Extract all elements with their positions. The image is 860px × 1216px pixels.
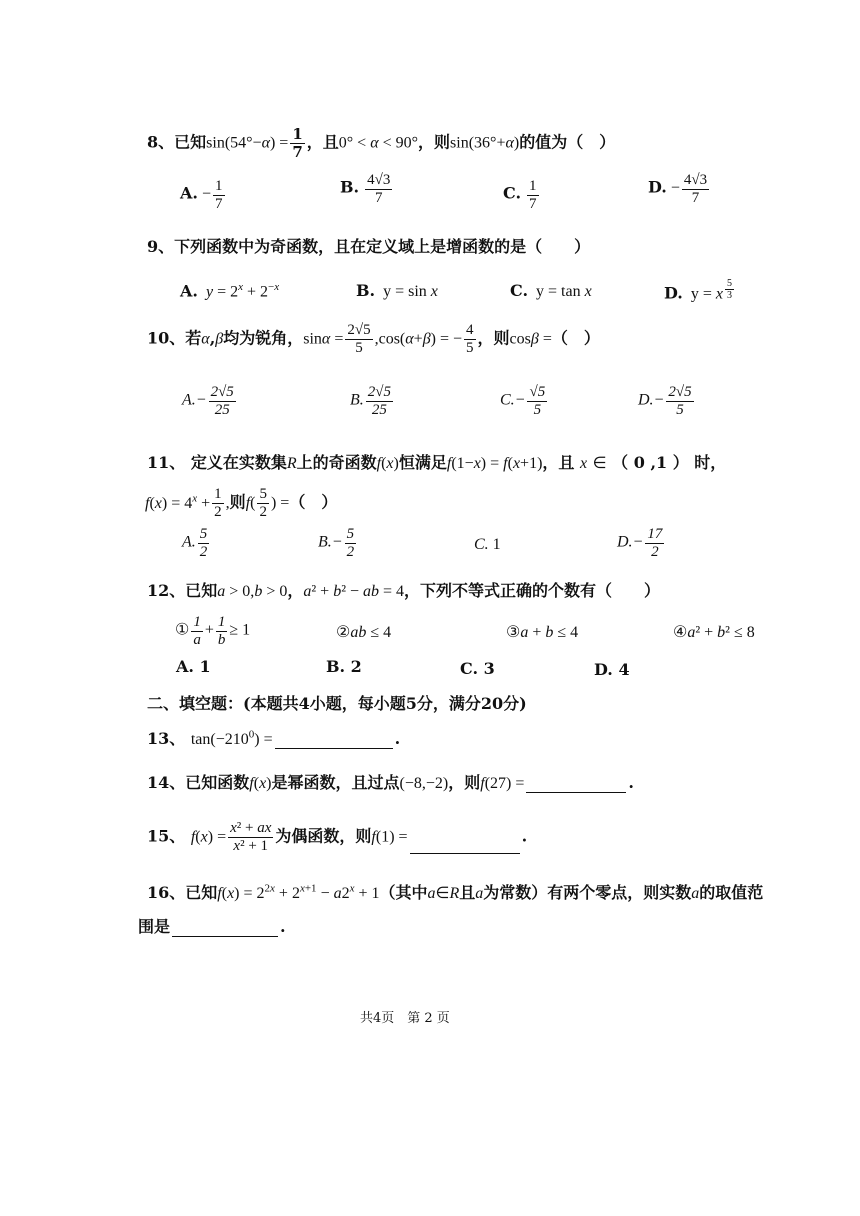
- question-13: 13、 $\tan(-210^0)$ = .: [147, 728, 401, 748]
- question-9-option-c: C. y = tan x: [510, 281, 592, 300]
- question-12-item-3: ③a + b ≤ 4: [506, 624, 579, 641]
- question-12-option-b: B. 2: [326, 657, 362, 676]
- question-10-stem: 10、若α,β均为锐角，sinα = $\frac{2√5}{5}$ ,cos(α+β) = − $\frac{4}{5}$ ，则cosβ =（ ）: [147, 322, 600, 356]
- question-10-option-c: C.− $\frac{√5}{5}$: [500, 384, 546, 418]
- question-12-item-4: ④a² + b² ≤ 8: [673, 624, 755, 641]
- question-11-option-a: A. $\frac{5}{2}$: [182, 526, 208, 560]
- question-9-stem: 9、下列函数中为奇函数，且在定义域上是增函数的是（ ）: [147, 237, 591, 256]
- question-10-option-a: A.− $\frac{2√5}{25}$: [182, 384, 234, 418]
- page-footer: 共4页 第 2 页: [360, 1011, 450, 1026]
- question-8-option-a: A. − $\frac{1}{7}$: [180, 178, 223, 212]
- section-2-heading: 二、填空题：(本题共4小题，每小题5分，满分20分): [147, 694, 527, 713]
- question-12-item-2: ②ab ≤ 4: [336, 624, 392, 641]
- question-8-option-b: B. $\frac{4√3}{7}$: [340, 172, 391, 206]
- question-11-stem-line2: $f(x) = 4^x$ + $\frac{1}{2}$ ,则f( $\frac{5}{2}$ ) =（ ）: [145, 486, 338, 520]
- question-14: 14、已知函数f(x)是幂函数，且过点(−8,−2)，则f(27) = .: [147, 773, 634, 792]
- question-9-option-d: D. y = x $^{\frac{5}{3}}$: [664, 278, 733, 303]
- question-11-option-c: C. 1: [474, 536, 501, 553]
- question-10-option-d: D.− $\frac{2√5}{5}$: [638, 384, 692, 418]
- question-12-item-1: ① $\frac{1}{a}$ + $\frac{1}{b}$ ≥ 1: [175, 614, 251, 648]
- question-11-option-b: B.− $\frac{5}{2}$: [318, 526, 355, 560]
- question-12-stem: 12、已知a > 0,b > 0，a² + b² − ab = 4，下列不等式正确的个数有（ ）: [147, 581, 661, 600]
- question-10-option-b: B. $\frac{2√5}{25}$: [350, 384, 392, 418]
- question-12-option-d: D. 4: [594, 660, 630, 679]
- question-12-option-a: A. 1: [176, 657, 211, 676]
- question-8-option-d: D. − $\frac{4√3}{7}$: [648, 172, 708, 206]
- question-11-option-d: D.− $\frac{17}{2}$: [617, 526, 663, 560]
- question-15: 15、 f(x) = $\frac{\text{x² + ax}}{\text{x² + 1}}$ 为偶函数，则f(1) = .: [147, 820, 528, 854]
- question-9-option-b: B. y = sin x: [356, 281, 438, 300]
- question-9-option-a: A. $y = 2^x + 2^{-x}$: [180, 281, 280, 301]
- question-12-option-c: C. 3: [460, 659, 495, 678]
- question-11-stem: 11、 定义在实数集R上的奇函数f(x)恒满足f(1−x) = f(x+1)，且 x ∈ （ 0 ,1 ） 时，: [147, 453, 727, 472]
- question-8-option-c: C. $\frac{1}{7}$: [503, 178, 537, 212]
- question-8-stem: 8、已知sin(54°−α) = $\frac{1}{7}$ ，且0° < α < 90°，则sin(36°+α)的值为（ ）: [147, 125, 616, 161]
- question-16-line2: 围是 .: [138, 917, 286, 936]
- question-16-line1: 16、已知$f(x) = 2^{2x} + 2^{x+1} - a2^x + 1$（其中a∈R且a为常数）有两个零点，则实数a的取值范: [147, 882, 764, 902]
